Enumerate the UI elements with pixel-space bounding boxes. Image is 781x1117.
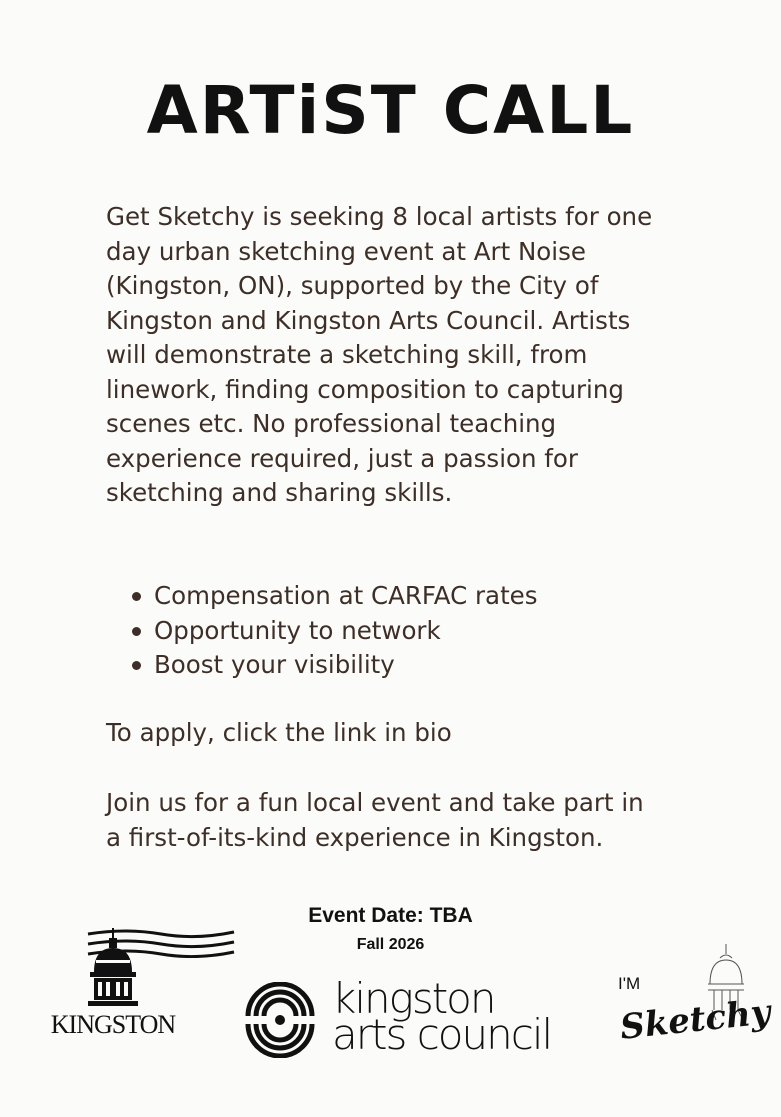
kac-logo-line1: kingston <box>332 974 495 1023</box>
im-sketchy-logo <box>612 944 773 1064</box>
join-paragraph: Join us for a fun local event and take part in a first-of-its-kind experience in Kingston. <box>106 788 644 852</box>
list-item: Boost your visibility <box>130 648 650 683</box>
sketchy-logo-prefix: I'M <box>618 974 641 993</box>
intro-paragraph: Get Sketchy is seeking 8 local artists for one day urban sketching event at Art Noise (Kingston, ON), supported by the City of Kingston and Kingston Arts Council. Artists will demonstrate a sketching skill, from linework, finding composition to capturing scenes etc. No professional teaching experience required, just a passion for sketching and sharing skills. <box>106 202 653 507</box>
waves-icon <box>86 928 236 958</box>
list-item: Compensation at CARFAC rates <box>130 579 650 614</box>
kingston-logo-text: KINGSTON <box>50 1010 176 1039</box>
arts-council-mark-icon <box>240 982 320 1058</box>
city-of-kingston-logo <box>34 928 190 1078</box>
kingston-arts-council-logo <box>240 974 570 1060</box>
list-item: Opportunity to network <box>130 614 650 649</box>
apply-instructions: To apply, click the link in bio <box>106 718 452 747</box>
sketchy-logo-word: Sketchy <box>618 992 773 1048</box>
kac-logo-line2: arts council <box>332 1010 552 1059</box>
event-season: Fall 2026 <box>356 936 425 953</box>
benefits-list <box>130 579 650 683</box>
event-date: Event Date: TBA <box>308 904 473 927</box>
poster-title: ARTiST CALL <box>146 72 635 149</box>
